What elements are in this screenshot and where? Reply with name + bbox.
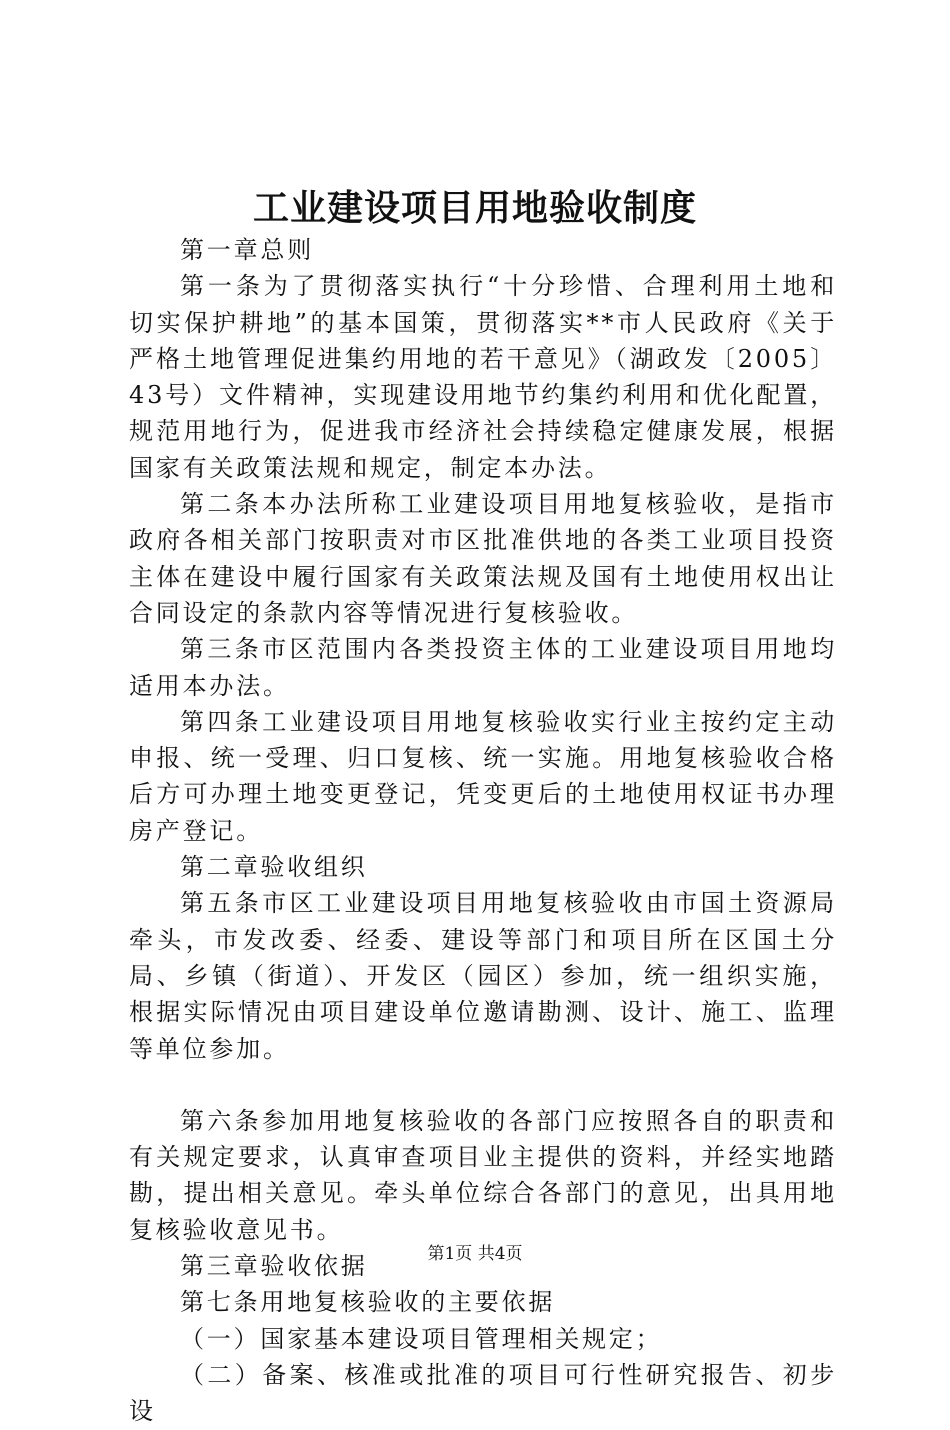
article-paragraph: 第二条本办法所称工业建设项目用地复核验收，是指市政府各相关部门按职责对市区批准供地的各类工业项目投资主体在建设中履行国家有关政策法规及国有土地使用权出让合同设定的条款内容等情况进行复核验收。 <box>129 490 837 627</box>
chapter-heading: 第一章总则 <box>180 236 314 264</box>
document-title: 工业建设项目用地验收制度 <box>252 188 697 229</box>
chapter-heading: 第二章验收组织 <box>180 853 368 882</box>
article-paragraph: 第六条参加用地复核验收的各部门应按照各自的职责和有关规定要求，认真审查项目业主提供的资料，并经实地踏勘，提出相关意见。牵头单位综合各部门的意见，出具用地复核验收意见书。 <box>129 1106 837 1244</box>
article-paragraph: 第七条用地复核验收的主要依据 <box>180 1288 556 1317</box>
article-paragraph: 第四条工业建设项目用地复核验收实行业主按约定主动申报、统一受理、归口复核、统一实施。用地复核验收合格后方可办理土地变更登记，凭变更后的土地使用权证书办理房产登记。 <box>129 707 837 845</box>
article-paragraph: 第五条市区工业建设项目用地复核验收由市国土资源局牵头，市发改委、经委、建设等部门和项目所在区国土分局、乡镇（街道）、开发区（园区）参加，统一组织实施，根据实际情况由项目建设单位邀请勘测、设计、施工、监理等单位参加。 <box>129 889 837 1063</box>
list-item: （二）备案、核准或批准的项目可行性研究报告、初步设 <box>129 1360 837 1426</box>
article-paragraph: 第三条市区范围内各类投资主体的工业建设项目用地均适用本办法。 <box>129 635 837 700</box>
chapter-heading: 第三章验收依据 <box>180 1252 368 1281</box>
page-number-footer: 第1页 共4页 <box>427 1244 523 1264</box>
article-paragraph: 第一条为了贯彻落实执行“十分珍惜、合理利用土地和切实保护耕地”的基本国策，贯彻落实**市人民政府《关于严格土地管理促进集约用地的若干意见》（湖政发〔2005〕43号）文件精神，实现建设用地节约集约利用和优化配置，规范用地行为，促进我市经济社会持续稳定健康发展，根据国家有关政策法规和规定，制定本办法。 <box>129 272 837 482</box>
list-item: （一）国家基本建设项目管理相关规定； <box>180 1324 663 1353</box>
